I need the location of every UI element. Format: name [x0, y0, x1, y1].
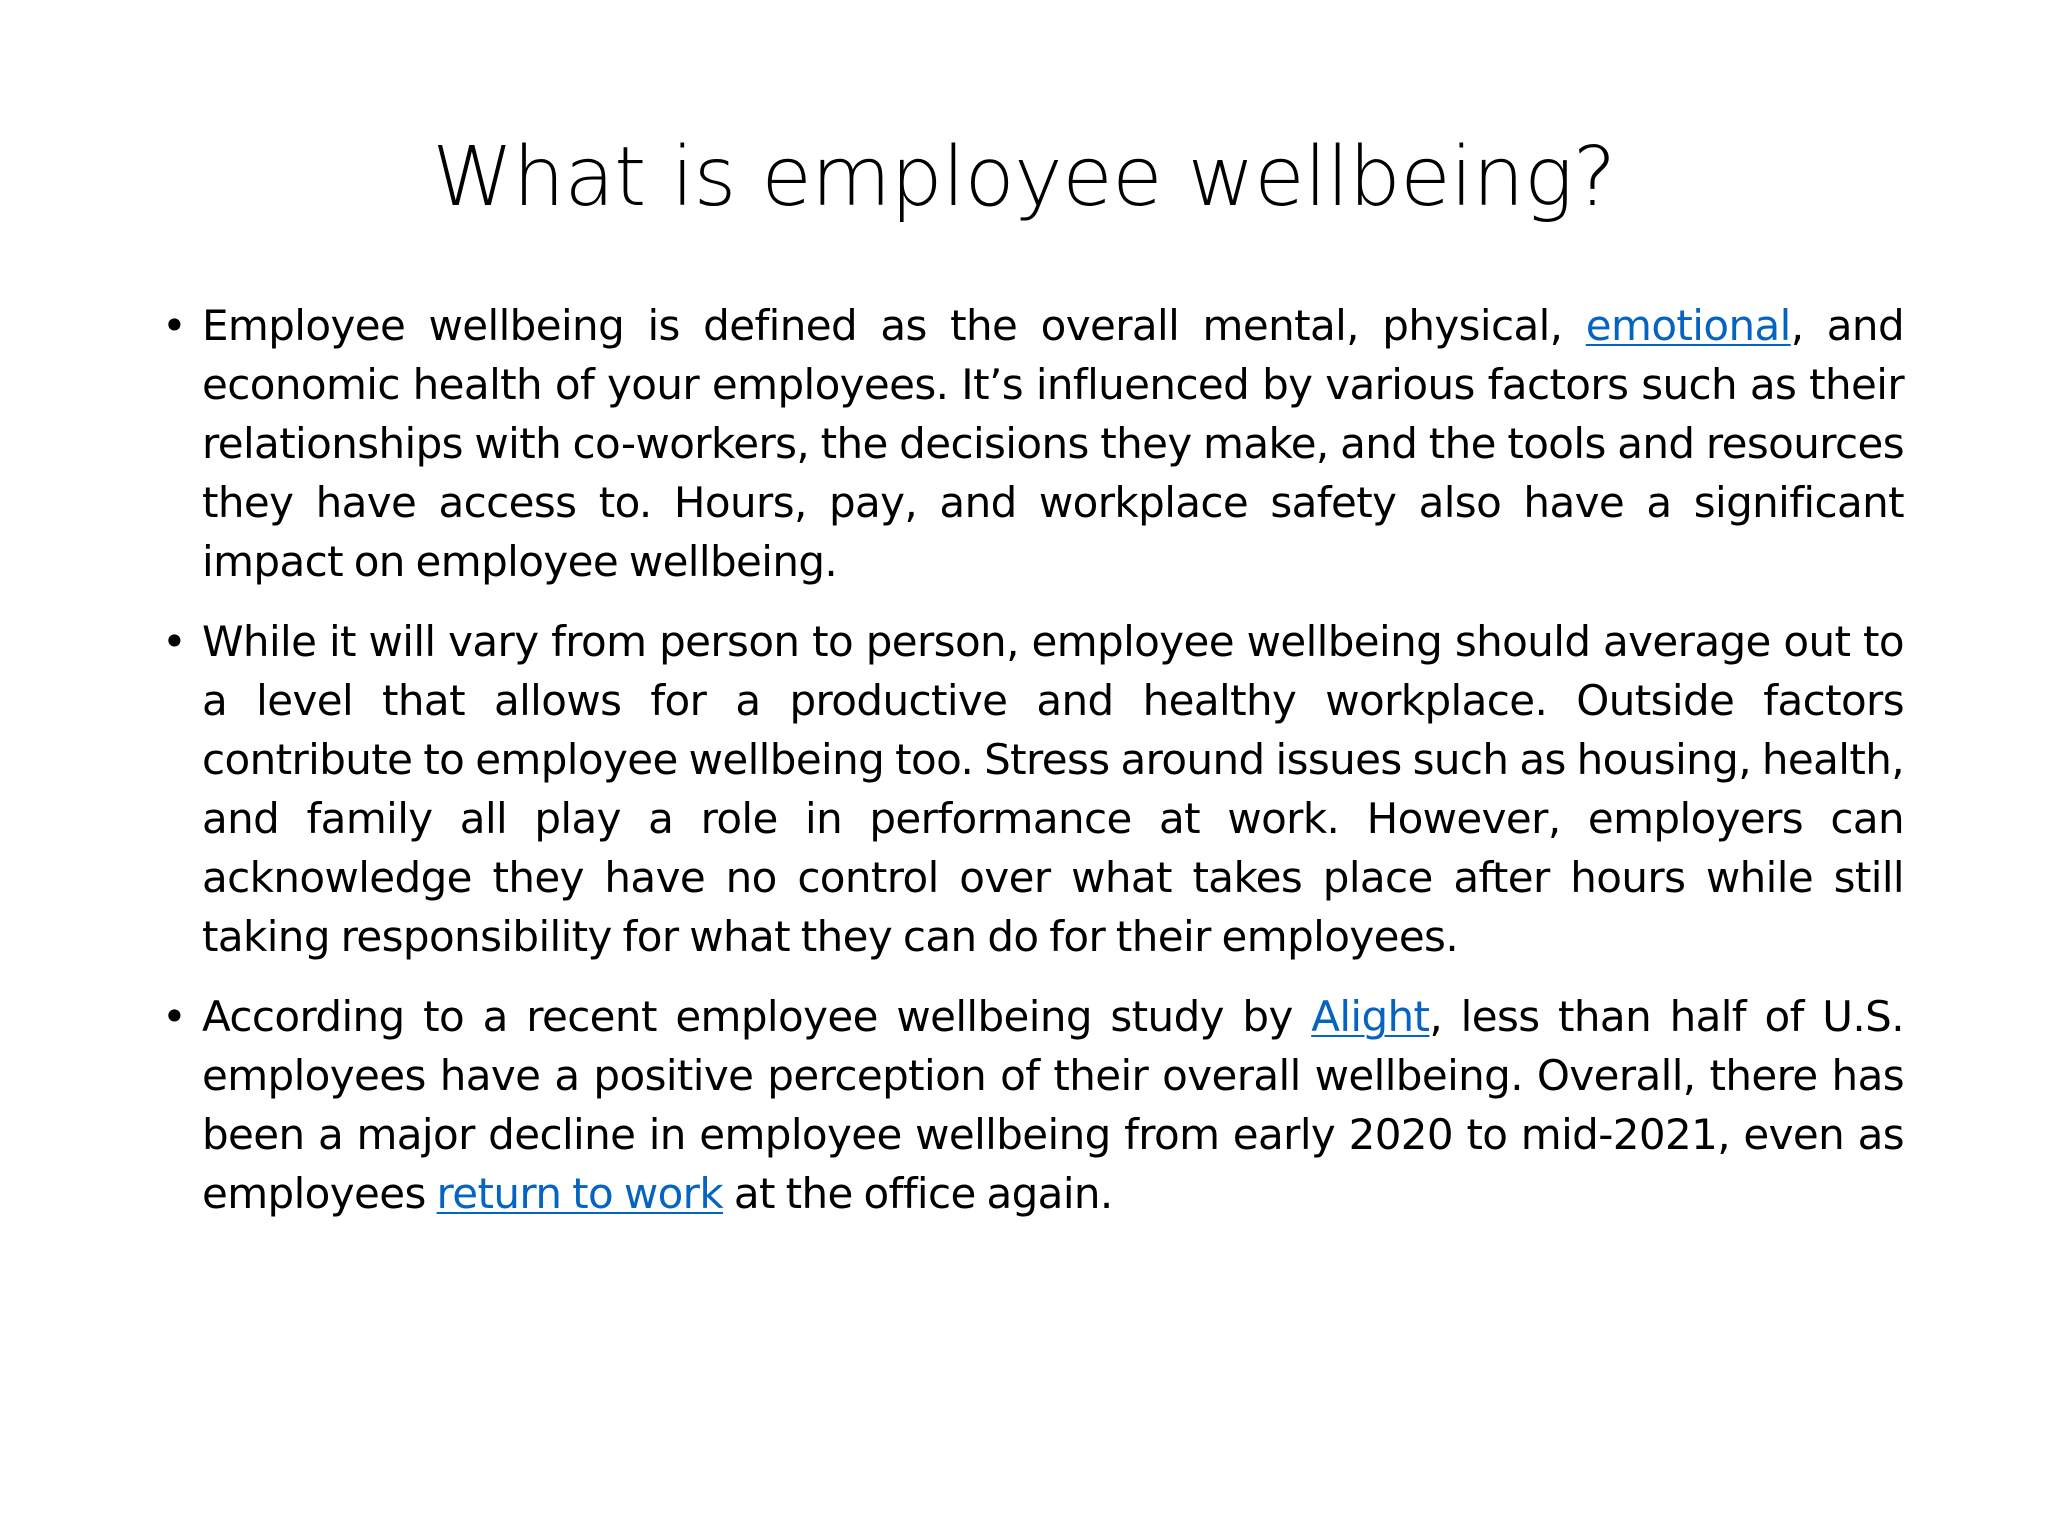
return-to-work-link[interactable]: return to work: [436, 1169, 724, 1218]
alight-link[interactable]: Alight: [1311, 992, 1430, 1041]
bullet-3-text-middle: , less than half of U.S. employees have a positive perception of their overall wellbeing. Overall, there has been a major decline in employee wellbeing from early 2020 to mid-2021, even as employees: [202, 992, 1904, 1218]
bullet-3-text-end: at the office again.: [723, 1169, 1113, 1218]
bullet-1-text-end: , and economic health of your employees. It’s influenced by various factors such as their relationships with co-workers, the decisions they make, and the tools and resources they have access to. Hours, pay, and workplace safety also have a significant impact on employee wellbeing.: [202, 301, 1905, 586]
slide-body: [158, 296, 1904, 1244]
bullet-dot-icon: •: [162, 992, 187, 1041]
emotional-link[interactable]: emotional: [1585, 301, 1791, 350]
bullet-item-2: [158, 612, 1904, 966]
bullet-item-3: [158, 987, 1904, 1223]
bullet-dot-icon: •: [162, 617, 187, 666]
bullet-3-text-start: According to a recent employee wellbeing study by: [202, 992, 1312, 1041]
bullet-1-text-start: Employee wellbeing is defined as the overall mental, physical,: [202, 301, 1586, 350]
bullet-list: [158, 296, 1904, 1223]
bullet-2-text: While it will vary from person to person, employee wellbeing should average out to a level that allows for a productive and healthy workplace. Outside factors contribute to employee wellbeing too. Stress around issues such as housing, health, and family all play a role in performance at work. However, employers can acknowledge they have no control over what takes place after hours while still taking responsibility for what they can do for their employees.: [202, 617, 1904, 961]
bullet-dot-icon: •: [162, 301, 187, 350]
bullet-item-1: [158, 296, 1904, 591]
slide-title: What is employee wellbeing?: [432, 130, 1616, 225]
